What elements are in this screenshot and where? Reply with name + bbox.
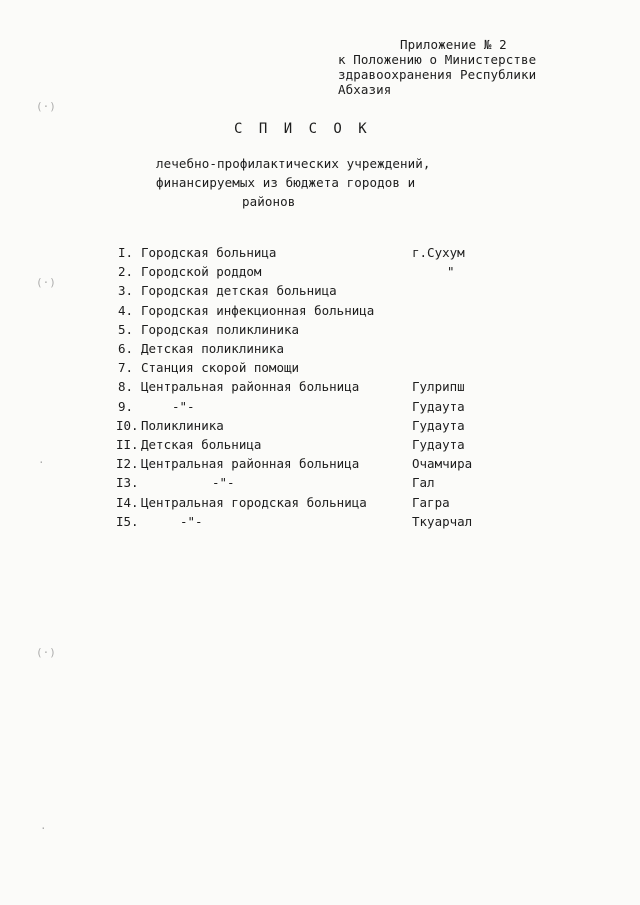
subtitle-line: лечебно-профилактических учреждений, xyxy=(156,156,431,171)
item-name: Поликлиника xyxy=(141,418,224,433)
item-number: 3. xyxy=(118,283,134,298)
item-number: 9. xyxy=(118,399,134,414)
margin-mark: (·) xyxy=(36,646,56,659)
subtitle-line: финансируемых из бюджета городов и xyxy=(156,175,416,190)
item-number: I. xyxy=(118,245,134,260)
item-name: Городская детская больница xyxy=(141,283,337,298)
item-name: Центральная районная больница xyxy=(141,379,360,394)
item-number: I3. xyxy=(116,475,139,490)
item-number: I5. xyxy=(116,514,139,529)
subtitle-line: районов xyxy=(242,194,296,209)
item-number: I4. xyxy=(116,495,139,510)
margin-mark: (·) xyxy=(36,100,56,113)
document-title: С П И С О К xyxy=(234,121,371,137)
item-name: Городская инфекционная больница xyxy=(141,303,375,318)
item-name: -"- xyxy=(172,399,195,414)
item-location: Гудаута xyxy=(412,399,465,414)
item-name: Центральная городская больница xyxy=(141,495,367,510)
margin-mark: (·) xyxy=(36,276,56,289)
item-number: 7. xyxy=(118,360,134,375)
item-name: Центральная районная больница xyxy=(141,456,360,471)
margin-mark: · xyxy=(38,456,45,469)
annex-line: к Положению о Министерстве xyxy=(338,52,537,67)
item-location: г.Сухум xyxy=(412,245,465,260)
item-location: Гулрипш xyxy=(412,379,465,394)
item-name: Городской роддом xyxy=(141,264,262,279)
item-number: 8. xyxy=(118,379,134,394)
margin-mark: · xyxy=(40,822,47,835)
item-number: I2. xyxy=(116,456,139,471)
item-location: Гудаута xyxy=(412,437,465,452)
item-number: I0. xyxy=(116,418,139,433)
item-number: 2. xyxy=(118,264,134,279)
item-name: Детская поликлиника xyxy=(141,341,284,356)
annex-line: Абхазия xyxy=(338,82,392,97)
item-number: 6. xyxy=(118,341,134,356)
item-name: -"- xyxy=(180,514,203,529)
item-name: Городская больница xyxy=(141,245,277,260)
item-location: Гудаута xyxy=(412,418,465,433)
item-name: Городская поликлиника xyxy=(141,322,300,337)
item-name: Станция скорой помощи xyxy=(141,360,300,375)
item-location: Очамчира xyxy=(412,456,473,471)
annex-line: здравоохранения Республики xyxy=(338,67,537,82)
item-location: " xyxy=(447,264,455,279)
item-location: Ткуарчал xyxy=(412,514,473,529)
annex-block xyxy=(338,37,536,97)
item-name: Детская больница xyxy=(141,437,262,452)
item-number: II. xyxy=(116,437,139,452)
item-location: Гагра xyxy=(412,495,450,510)
annex-title: Приложение № 2 xyxy=(400,37,507,52)
item-location: Гал xyxy=(412,475,435,490)
item-number: 4. xyxy=(118,303,134,318)
item-name: -"- xyxy=(212,475,235,490)
item-number: 5. xyxy=(118,322,134,337)
